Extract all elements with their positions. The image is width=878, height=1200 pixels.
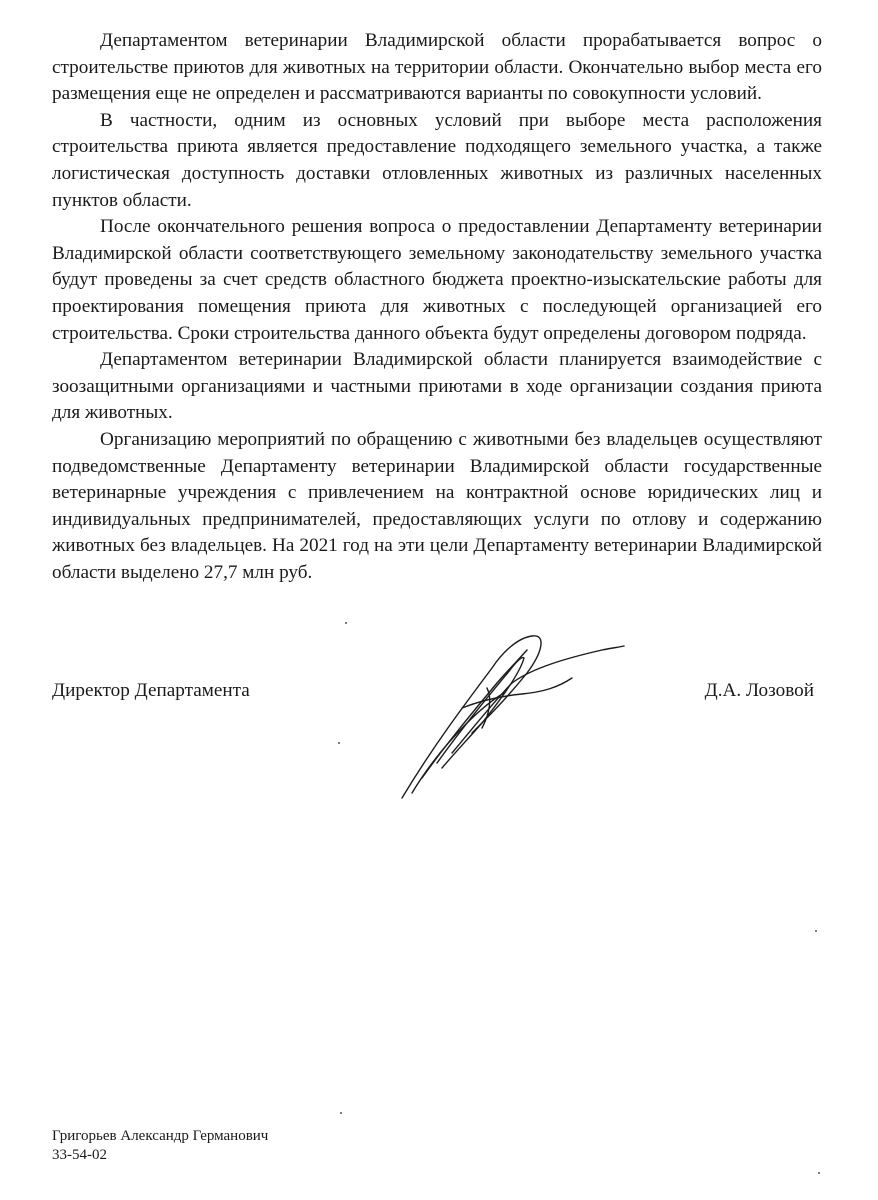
paragraph-5: Организацию мероприятий по обращению с животными без владельцев осуществляют подведомственные Департаменту ветеринарии Владимирской области государственные ветеринарные учреждения с привлечением на контрактной основе юридических лиц и индивидуальных предпринимателей, предоставляющих услуги по отлову и содержанию животных без владельцев. На 2021 год на эти цели Департаменту ветеринарии Владимирской области выделено 27,7 млн руб. — [52, 428, 822, 583]
scan-speck — [818, 1172, 820, 1174]
scan-speck — [338, 742, 340, 744]
paragraph-1: Департаментом ветеринарии Владимирской области прорабатывается вопрос о строительстве приютов для животных на территории области. Окончательно выбор места его размещения еще не определен и рассматриваются варианты по совокупности условий. — [52, 30, 822, 105]
scan-speck — [345, 622, 347, 624]
paragraph-2: В частности, одним из основных условий при выборе места расположения строительства приюта является предоставление подходящего земельного участка, а также логистическая доступность доставки отловленных животных из различных населенных пунктов области. — [52, 109, 822, 211]
executor-name: Григорьев Александр Германович — [52, 1128, 269, 1144]
signer-position: Директор Департамента — [52, 680, 250, 701]
paragraph-4: Департаментом ветеринарии Владимирской области планируется взаимодействие с зоозащитными организациями и частными приютами в ходе организации создания приюта для животных. — [52, 349, 822, 424]
letter-body — [52, 28, 822, 586]
executor-info — [52, 1127, 268, 1165]
signer-name: Д.А. Лозовой — [704, 680, 814, 701]
scan-speck — [815, 930, 817, 932]
paragraph-3: После окончательного решения вопроса о предоставлении Департаменту ветеринарии Владимирской области соответствующего земельному законодательству земельного участка будут проведены за счет средств областного бюджета проектно-изыскательские работы для проектирования помещения приюта для животных с последующей организацией его строительства. Сроки строительства данного объекта будут определены договором подряда. — [52, 216, 822, 344]
executor-phone: 33-54-02 — [52, 1147, 107, 1163]
scan-speck — [340, 1112, 342, 1114]
handwritten-signature — [392, 628, 632, 808]
